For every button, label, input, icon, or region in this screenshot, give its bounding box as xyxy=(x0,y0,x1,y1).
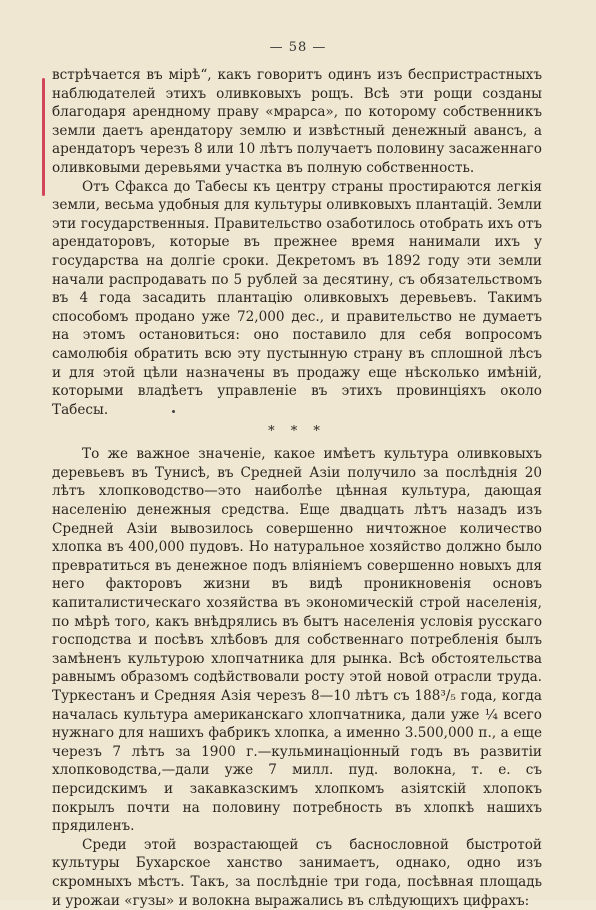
section-separator: * * * xyxy=(268,424,326,440)
body-text xyxy=(52,66,542,910)
red-margin-mark xyxy=(42,78,45,196)
paragraph-1: встрѣчается въ мірѣ“, какъ говоритъ одинъ изъ беспристрастныхъ наблюдателей этихъ оливковыхъ рощъ. Всѣ эти рощи созданы благодаря арендному праву «мрарса», по которому собственникъ земли даетъ арендатору землю и извѣстный денежный авансъ, а арендаторъ черезъ 8 или 10 лѣтъ получаетъ половину засаженнаго оливковыми деревьями участка въ полную собственность. xyxy=(52,67,542,176)
paragraph-3: То же важное значеніе, какое имѣетъ культура оливковыхъ деревьевъ въ Тунисѣ, въ Средней Азіи получило за послѣднія 20 лѣтъ хлопководство—это наиболѣе цѣнная культура, дающая населенію денежныя средства. Еще двадцать лѣтъ назадъ изъ Средней Азіи вывозилось совершенно ничтожное количество хлопка въ 400,000 пудовъ. Но натуральное хозяйство должно было превратиться въ денежное подъ вліяніемъ совершенно новыхъ для него факторовъ жизни въ видѣ проникновенія основъ капиталистическаго хозяйства въ экономическій строй населенія, по мѣрѣ того, какъ внѣдрялись въ бытъ населенія условія русскаго господства и посѣвъ хлѣбовъ для собственнаго потребленія былъ замѣненъ культурою хлопчатника для рынка. Всѣ обстоятельства равнымъ образомъ содѣйствовали росту этой новой отрасли труда. Туркестанъ и Средняя Азія черезъ 8—10 лѣтъ съ 188³/₅ года, когда началась культура американскаго хлопчатника, дали уже ¼ всего нужнаго для нашихъ фабрикъ хлопка, а именно 3.500,000 п., а еще черезъ 7 лѣтъ за 1900 г.—кульминаціонный годъ въ развитіи хлопководства,—дали уже 7 милл. пуд. волокна, т. е. съ персидскимъ и закавказскимъ хлопкомъ азіятскій хлопокъ покрылъ почти на половину потребность въ хлопкѣ нашихъ прядиленъ. xyxy=(52,446,542,835)
paragraph-4: Среди этой возрастающей съ баснословной быстротой культуры Бухарское ханство занимаетъ, однако, одно изъ скромныхъ мѣстъ. Такъ, за послѣдніе три года, посѣвная площадь и урожаи «гузы» и волокна выражались въ слѣдующихъ цифрахъ: xyxy=(52,836,542,909)
page-number: — 58 — xyxy=(269,40,327,55)
paragraph-2: Отъ Сфакса до Табесы къ центру страны простираются легкія земли, весьма удобныя для культуры оливковыхъ плантацій. Земли эти государственныя. Правительство озаботилось отобрать ихъ отъ арендаторовъ, которые въ прежнее время нанимали ихъ у государства на долгіе сроки. Декретомъ въ 1892 году эти земли начали распродавать по 5 рублей за десятину, съ обязательствомъ въ 4 года засадить плантацію оливковыхъ деревьевъ. Такимъ способомъ продано уже 72,000 дес., и правительство не думаетъ на этомъ остановиться: оно поставило для себя вопросомъ самолюбія обратить всю эту пустынную страну въ сплошной лѣсъ и для этой цѣли назначены въ продажу еще нѣсколько имѣній, которыми владѣетъ управленіе въ этихъ провинціяхъ около Табесы. xyxy=(52,178,542,418)
stray-dot-mark xyxy=(172,410,175,413)
